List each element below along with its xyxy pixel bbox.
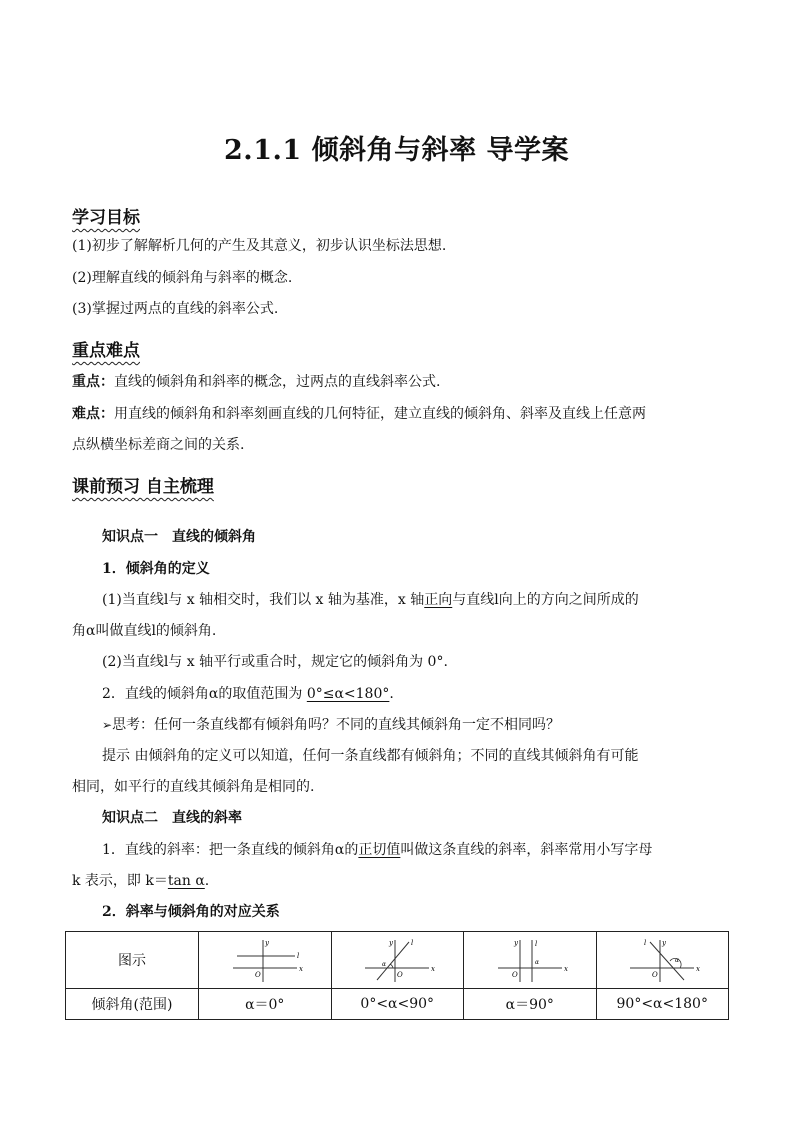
svg-text:y: y <box>264 939 269 947</box>
kp2-paragraph-1 <box>102 840 652 860</box>
svg-text:l: l <box>296 952 299 960</box>
slope-angle-table <box>65 931 729 1020</box>
objective-item-2: (2)理解直线的倾斜角与斜率的概念. <box>72 270 293 286</box>
key-point-text: 直线的倾斜角和斜率的概念，过两点的直线斜率公式. <box>114 374 441 390</box>
kp1-think <box>102 715 560 735</box>
kp2-p1-text-b: 叫做这条直线的斜率，斜率常用小写字母 <box>400 842 653 858</box>
key-point-line <box>72 372 440 392</box>
kp1-paragraph-2: (2)当直线l与 x 轴平行或重合时，规定它的倾斜角为 0°. <box>102 654 448 670</box>
svg-text:y: y <box>513 939 518 947</box>
kp2-p2-underlined: tan α <box>167 873 205 889</box>
diagram-cell-acute <box>331 932 464 989</box>
diagram-vertical-line <box>480 936 580 984</box>
svg-text:O: O <box>397 971 403 979</box>
page-title: 2.1.1 倾斜角与斜率 导学案 <box>224 135 569 166</box>
kp1-p1-text-a: (1)当直线l与 x 轴相交时，我们以 x 轴为基准，x 轴 <box>102 592 425 608</box>
table-row-label-diagram: 图示 <box>66 932 199 989</box>
svg-text:y: y <box>662 939 667 947</box>
kp2-p2-text-a: k 表示，即 k＝ <box>72 873 168 889</box>
kp1-p3-text-b: . <box>389 686 394 702</box>
kp1-paragraph-1 <box>102 590 639 610</box>
svg-text:α: α <box>382 961 387 968</box>
diagram-obtuse-angle <box>612 936 712 984</box>
kp2-p1-underlined: 正切值 <box>358 842 401 858</box>
svg-text:x: x <box>563 965 568 973</box>
kp1-paragraph-1-cont: 角α叫做直线l的倾斜角. <box>72 623 217 639</box>
svg-text:O: O <box>652 971 658 979</box>
range-cell-1: α＝0° <box>199 989 332 1020</box>
kp1-p1-text-b: 与直线l向上的方向之间所成的 <box>452 592 639 608</box>
objective-item-3: (3)掌握过两点的直线的斜率公式. <box>72 301 279 317</box>
svg-text:l: l <box>411 939 414 947</box>
table-row-ranges <box>66 989 729 1020</box>
table-row-diagrams <box>66 932 729 989</box>
kp1-p3-text-a: 2．直线的倾斜角α的取值范围为 <box>102 686 307 702</box>
difficulty-line-1 <box>72 404 646 424</box>
key-point-label: 重点： <box>72 374 114 390</box>
diagram-cell-obtuse <box>596 932 729 989</box>
range-cell-2: 0°<α<90° <box>331 989 464 1020</box>
range-cell-4: 90°<α<180° <box>596 989 729 1020</box>
svg-text:x: x <box>431 965 436 973</box>
kp1-think-text: 思考：任何一条直线都有倾斜角吗？不同的直线其倾斜角一定不相同吗？ <box>112 717 561 733</box>
kp2-p1-text-a: 1．直线的斜率：把一条直线的倾斜角α的 <box>102 842 359 858</box>
section-heading-key-points: 重点难点 <box>72 341 140 361</box>
diagram-horizontal-line <box>215 936 315 984</box>
difficulty-label: 难点： <box>72 406 114 422</box>
svg-text:y: y <box>389 939 394 947</box>
table-row-label-range: 倾斜角(范围) <box>66 989 199 1020</box>
svg-text:l: l <box>534 940 537 948</box>
svg-text:x: x <box>696 965 701 973</box>
svg-text:l: l <box>644 939 647 947</box>
diagram-cell-horizontal <box>199 932 332 989</box>
kp1-subtitle: 1．倾斜角的定义 <box>102 561 210 577</box>
diagram-acute-angle <box>347 936 447 984</box>
svg-text:O: O <box>254 971 261 979</box>
svg-text:O: O <box>511 971 518 979</box>
svg-text:α: α <box>675 957 680 964</box>
svg-text:α: α <box>534 959 539 966</box>
kp1-p3-underlined: 0°≤α<180° <box>306 686 390 702</box>
diagram-cell-vertical <box>464 932 597 989</box>
kp2-p2-text-b: . <box>204 873 210 889</box>
objective-item-1: (1)初步了解解析几何的产生及其意义，初步认识坐标法思想. <box>72 238 447 254</box>
kp2-title: 知识点二 直线的斜率 <box>102 810 242 826</box>
kp1-paragraph-3 <box>102 684 394 704</box>
section-heading-objectives: 学习目标 <box>72 208 140 228</box>
section-heading-preview: 课前预习 自主梳理 <box>72 477 214 497</box>
kp2-paragraph-2 <box>72 871 209 891</box>
kp1-hint-1: 提示 由倾斜角的定义可以知道，任何一条直线都有倾斜角；不同的直线其倾斜角有可能 <box>102 748 639 764</box>
kp1-title: 知识点一 直线的倾斜角 <box>102 529 256 545</box>
kp1-p1-underlined: 正向 <box>424 592 453 608</box>
difficulty-text-1: 用直线的倾斜角和斜率刻画直线的几何特征，建立直线的倾斜角、斜率及直线上任意两 <box>114 406 646 422</box>
arrow-icon: ➢ <box>102 718 113 732</box>
kp1-hint-2: 相同，如平行的直线其倾斜角是相同的. <box>72 779 315 795</box>
kp2-subtitle: 2．斜率与倾斜角的对应关系 <box>102 904 280 920</box>
range-cell-3: α＝90° <box>464 989 597 1020</box>
difficulty-line-2: 点纵横坐标差商之间的关系. <box>72 437 245 453</box>
svg-text:x: x <box>298 965 303 973</box>
